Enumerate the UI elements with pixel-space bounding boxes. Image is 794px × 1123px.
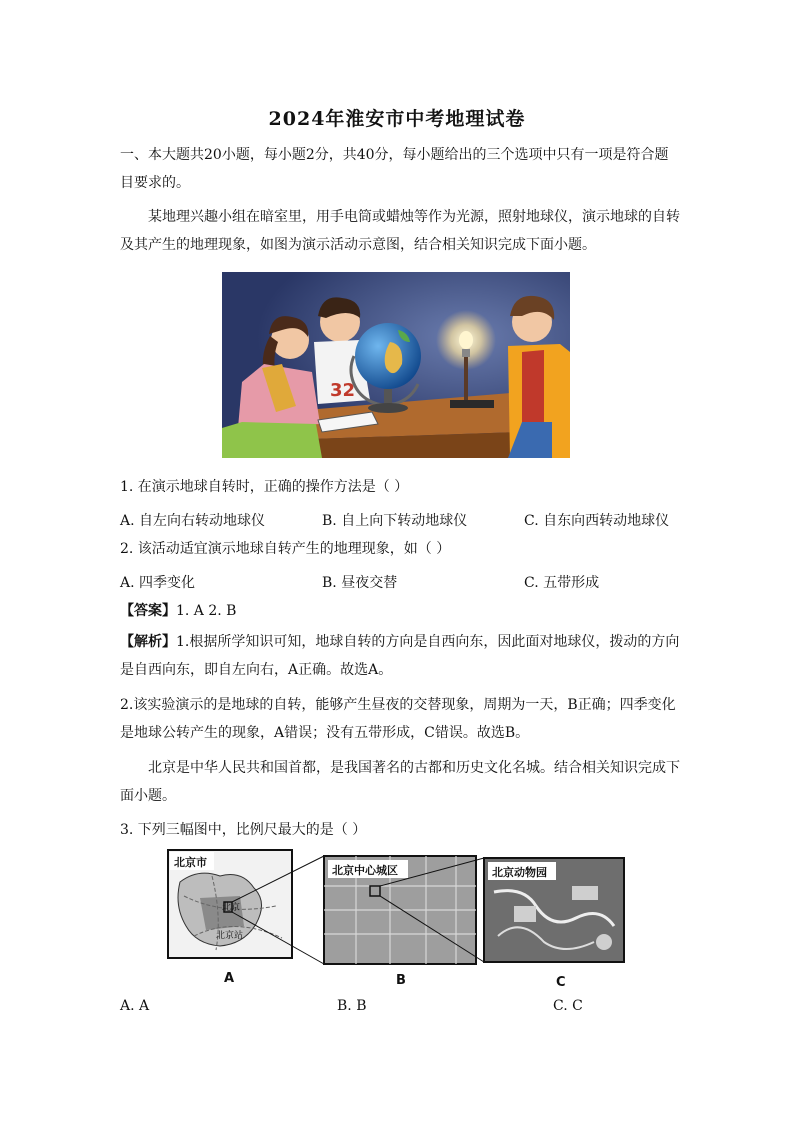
map-a-caption: A bbox=[224, 971, 235, 986]
analysis-text-1: 1.根据所学知识可知，地球自转的方向是自西向东，因此面对地球仪，拨动的方向是自西向东，即自左向右，A正确。故选A。 bbox=[120, 634, 680, 678]
question-1-option-b[interactable]: B. 自上向下转动地球仪 bbox=[322, 513, 468, 529]
map-a-label-station: 北京站 bbox=[216, 931, 244, 941]
page-title: 2024年淮安市中考地理试卷 bbox=[268, 108, 526, 130]
question-1-option-a[interactable]: A. 自左向右转动地球仪 bbox=[120, 513, 266, 529]
question-3-option-a[interactable]: A. A bbox=[120, 998, 150, 1014]
analysis-paragraph-2: 2.该实验演示的是地球的自转，能够产生昼夜的交替现象，周期为一天，B正确；四季变化是地球公转产生的现象，A错误；没有五带形成，C错误。故选B。 bbox=[120, 697, 676, 741]
intro-paragraph-2: 北京是中华人民共和国首都，是我国著名的古都和历史文化名城。结合相关知识完成下面小题。 bbox=[120, 760, 680, 804]
question-2-option-c[interactable]: C. 五带形成 bbox=[524, 575, 600, 591]
question-3-option-c[interactable]: C. C bbox=[553, 998, 583, 1014]
map-a-title: 北京市 bbox=[174, 856, 207, 869]
section-header: 一、本大题共20小题，每小题2分，共40分，每小题给出的三个选项中只有一项是符合题目要求的。 bbox=[120, 147, 669, 191]
map-b-caption: B bbox=[396, 973, 406, 988]
map-b-title: 北京中心城区 bbox=[332, 864, 398, 877]
analysis-label: 【解析】 bbox=[120, 634, 176, 650]
analysis-paragraph-1 bbox=[120, 628, 680, 684]
intro-paragraph-1: 某地理兴趣小组在暗室里，用手电筒或蜡烛等作为光源，照射地球仪，演示地球的自转及其产生的地理现象，如图为演示活动示意图，结合相关知识完成下面小题。 bbox=[120, 209, 680, 253]
answer-text: 1. A 2. B bbox=[176, 603, 237, 619]
answer-line bbox=[120, 597, 680, 625]
question-3-stem: 3. 下列三幅图中，比例尺最大的是（ ） bbox=[120, 822, 367, 838]
jersey-number: 32 bbox=[330, 380, 356, 401]
map-c-caption: C bbox=[556, 975, 566, 990]
question-2-option-b[interactable]: B. 昼夜交替 bbox=[322, 575, 398, 591]
question-3-option-b[interactable]: B. B bbox=[337, 998, 367, 1014]
question-1-stem: 1. 在演示地球自转时，正确的操作方法是（ ） bbox=[120, 479, 409, 495]
question-2-stem: 2. 该活动适宜演示地球自转产生的地理现象，如（ ） bbox=[120, 541, 451, 557]
question-1-option-c[interactable]: C. 自东向西转动地球仪 bbox=[524, 513, 670, 529]
map-c-title: 北京动物园 bbox=[492, 866, 547, 879]
question-2-option-a[interactable]: A. 四季变化 bbox=[120, 575, 196, 591]
answer-label: 【答案】 bbox=[120, 603, 176, 619]
beijing-maps-figure bbox=[164, 846, 630, 990]
earth-rotation-illustration bbox=[222, 272, 570, 458]
map-a-label-beijing: 北京 bbox=[222, 903, 241, 913]
